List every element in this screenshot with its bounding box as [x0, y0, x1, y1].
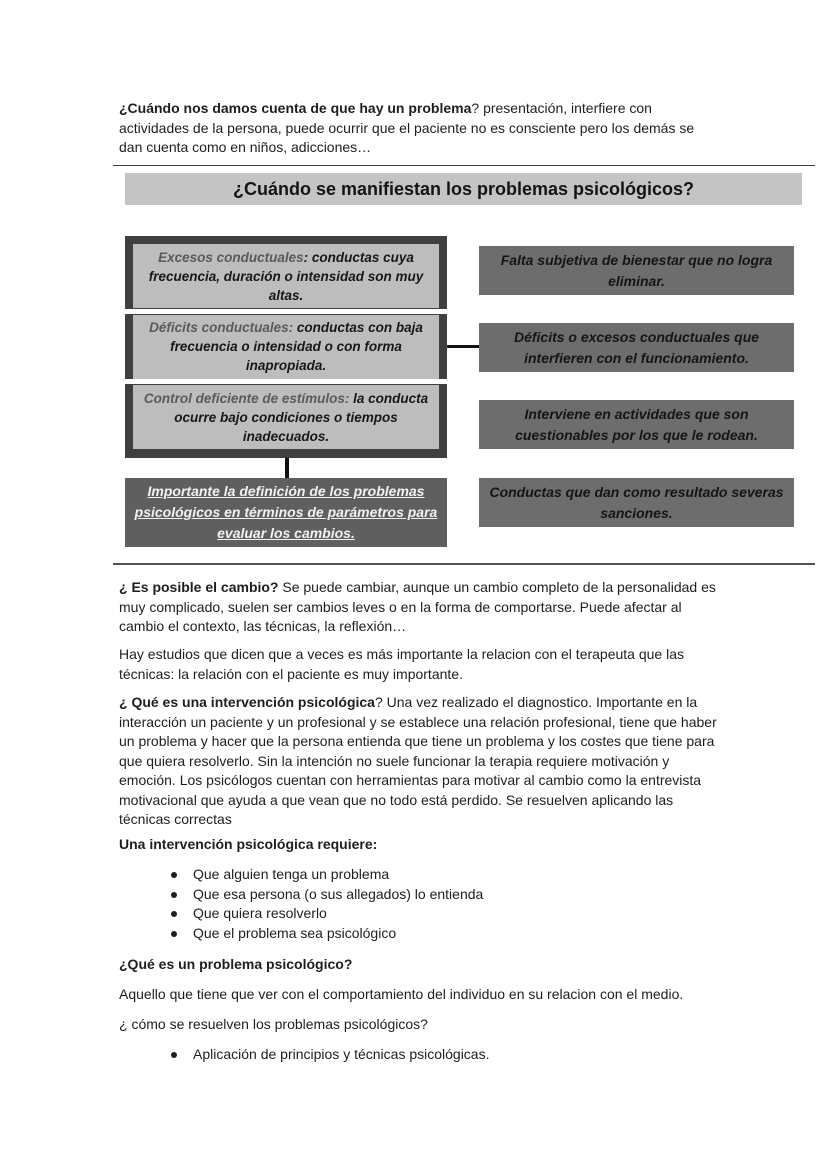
criterion-box	[479, 400, 794, 449]
behavior-type-box	[133, 315, 439, 379]
criterion-text: Déficits o excesos conductuales que interfieren con el funcionamiento.	[513, 328, 760, 366]
behavior-types-frame	[125, 236, 447, 458]
diagram-title: ¿Cuándo se manifiestan los problemas psicológicos?	[232, 178, 695, 199]
list-item-text: Aplicación de principios y técnicas psicológicas.	[193, 1046, 490, 1062]
requirements-list	[119, 865, 483, 944]
list-item	[119, 1045, 489, 1065]
requirements-heading: Una intervención psicológica requiere:	[119, 836, 378, 852]
criterion-text: Interviene en actividades que son cuestionables por los que le rodean.	[515, 405, 758, 443]
box-separator	[125, 379, 447, 384]
intervention-paragraph	[119, 693, 719, 830]
resolve-question: ¿ cómo se resuelven los problemas psicológicos?	[119, 1016, 428, 1032]
change-paragraph	[119, 578, 719, 637]
behavior-type-description: : conductas cuya frecuencia, duración o intensidad son muy altas.	[148, 249, 424, 303]
box-separator	[125, 309, 447, 314]
top-divider	[113, 165, 815, 166]
criterion-text: Conductas que dan como resultado severas sanciones.	[489, 483, 784, 521]
behavior-type-description: conductas con baja frecuencia o intensidad o con forma inapropiada.	[170, 320, 423, 373]
bullet-icon	[171, 911, 177, 917]
diagram-title-bar	[125, 173, 802, 205]
resolve-question-paragraph	[119, 1015, 719, 1035]
intro-question: ¿Cuándo nos damos cuenta de que hay un problema	[119, 100, 472, 116]
important-note-box	[125, 478, 447, 547]
horizontal-connector-line	[447, 345, 479, 348]
change-question: ¿ Es posible el cambio?	[119, 579, 279, 595]
list-item-text: Que esa persona (o sus allegados) lo entienda	[193, 885, 484, 902]
list-item	[119, 865, 483, 885]
criterion-box	[479, 323, 794, 372]
criterion-text: Falta subjetiva de bienestar que no logra eliminar.	[500, 251, 773, 289]
intervention-text: ? Una vez realizado el diagnostico. Importante en la interacción un paciente y un profesional y se establece una relación profesional, tiene que haber un problema y hacer que la persona entienda que tiene un problema y los costes que tiene para que quiera resolverlo. Sin la intención no suele funcionar la terapia requiere motivación y emoción. Los psicólogos cuentan con herramientas para motivar al cambio como la entrevista motivacional que ayuda a que vean que no todo está perdido. Se resuelven aplicando las técnicas correctas	[119, 694, 717, 827]
studies-text: Hay estudios que dicen que a veces es más importante la relacion con el terapeuta que las técnicas: la relación con el paciente es muy importante.	[119, 646, 685, 682]
list-item	[119, 904, 483, 924]
bullet-icon	[171, 1052, 177, 1058]
problem-heading-paragraph	[119, 955, 719, 975]
problem-heading: ¿Qué es un problema psicológico?	[119, 956, 353, 972]
behavior-type-term: Déficits conductuales:	[149, 320, 294, 335]
important-note-text: Importante la definición de los problemas psicológicos en términos de parámetros para evaluar los cambios.	[134, 483, 438, 541]
bottom-divider	[113, 563, 815, 565]
problem-definition-paragraph	[119, 985, 739, 1005]
criterion-box	[479, 246, 794, 295]
problem-definition: Aquello que tiene que ver con el comportamiento del individuo en su relacion con el medio.	[119, 986, 684, 1002]
bullet-icon	[171, 931, 177, 937]
criterion-box	[479, 478, 794, 527]
bullet-icon	[171, 892, 177, 898]
list-item-text: Que el problema sea psicológico	[193, 925, 397, 942]
intervention-question: ¿ Qué es una intervención psicológica	[119, 694, 375, 710]
requirements-heading-paragraph	[119, 835, 719, 855]
studies-paragraph	[119, 645, 719, 684]
resolve-list	[119, 1045, 489, 1065]
intro-text: ? presentación, interfiere con actividades de la persona, puede ocurrir que el paciente no es consciente pero los demás se dan cuenta como en niños, adicciones…	[119, 100, 695, 155]
vertical-connector-line	[285, 458, 289, 478]
list-item-text: Que alguien tenga un problema	[193, 866, 390, 882]
list-item-text: Que quiera resolverlo	[193, 905, 327, 922]
behavior-type-description: la conducta ocurre bajo condiciones o tiempos inadecuados.	[174, 390, 429, 444]
list-item	[119, 924, 483, 944]
intro-paragraph	[119, 99, 719, 158]
list-item	[119, 885, 483, 905]
behavior-type-box	[133, 244, 439, 308]
behavior-type-term: Excesos conductuales	[158, 249, 304, 265]
change-text: Se puede cambiar, aunque un cambio completo de la personalidad es muy complicado, suelen ser cambios leves o en la forma de comportarse. Puede afectar al cambio el contexto, las técnicas, la reflexión…	[119, 579, 716, 634]
bullet-icon	[171, 872, 177, 878]
behavior-type-box	[133, 385, 439, 449]
behavior-type-term: Control deficiente de estímulos:	[143, 390, 350, 406]
